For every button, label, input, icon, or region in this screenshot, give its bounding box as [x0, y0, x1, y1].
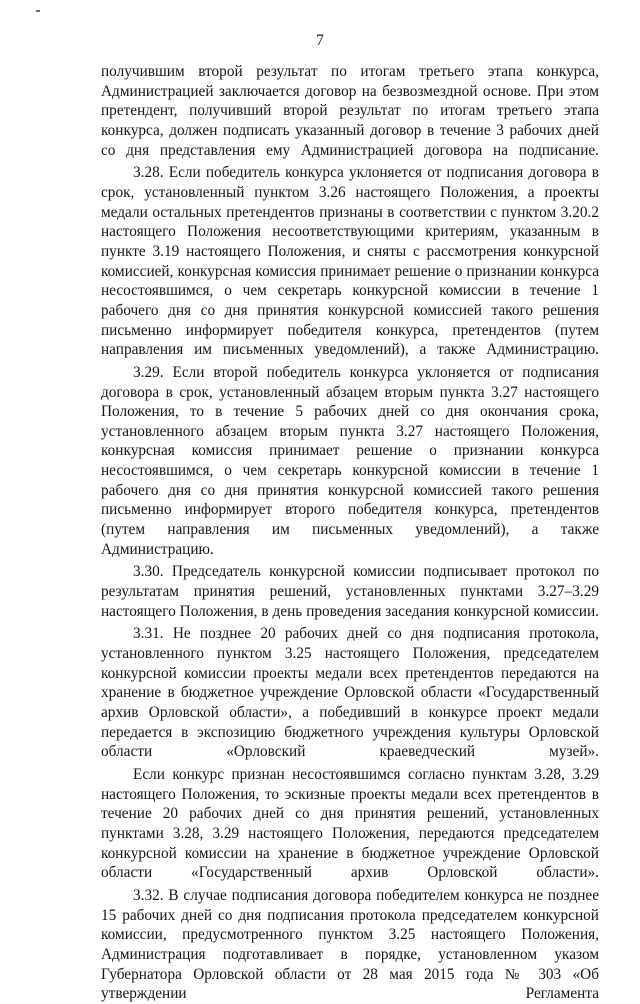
paragraph-3-29	[101, 363, 599, 560]
text-line: дня со дня принятия конкурсной комиссией такого решения письменно	[101, 481, 599, 519]
paragraph-continuation	[101, 62, 599, 160]
text-line: установленного пунктом 3.25 настоящего Положения, председателем	[101, 645, 599, 663]
text-line: 3.29. Если второй победитель конкурса уклоняется от подписания	[133, 363, 599, 381]
text-line: конкурса, должен подписать указанный договор в течение 3 рабочих дней	[101, 121, 599, 139]
text-line: договора в срок, установленный абзацем вторым пункта 3.27 настоящего	[101, 383, 599, 401]
text-line: несостоявшимся, о чем секретарь конкурсной комиссии в течение 1 рабочего	[101, 282, 599, 319]
text-line: медали остальных претендентов признаны в соответствии с пунктом 3.20.2	[101, 203, 599, 221]
text-line: передается в экспозицию бюджетного учреждения культуры Орловской	[101, 723, 599, 741]
text-line: дня со дня принятия конкурсной комиссией такого решения письменно	[101, 301, 599, 339]
text-line: конкурсной комиссии на хранение в бюджетное учреждение Орловской	[101, 844, 599, 862]
paragraph-3-31-continued	[101, 765, 599, 883]
paragraph-3-31	[101, 624, 599, 762]
text-line: в течение 20 рабочих дней со дня принятия решений, установленных	[101, 785, 599, 823]
text-line: информирует победителя конкурса, претендентов (путем направления	[101, 321, 599, 359]
paragraph-3-32	[101, 886, 599, 1004]
text-line: по результатам принятия решений, установленных пунктами 3.27–3.29	[101, 563, 600, 601]
page-number: 7	[316, 32, 324, 49]
text-line: на хранение в бюджетное учреждение Орловской области «Государственный	[101, 664, 600, 702]
text-line: конкурсная комиссия принимает решение о признании конкурса	[101, 442, 599, 460]
text-line: информирует второго победителя конкурса, претендентов (путем	[101, 501, 599, 539]
text-line: Положения, то в течение 5 рабочих дней со дня окончания срока,	[101, 403, 599, 421]
text-line: установленного абзацем вторым пункта 3.27 настоящего Положения,	[101, 422, 599, 440]
text-line: получившим второй результат по итогам третьего этапа конкурса,	[101, 63, 599, 80]
text-line: 15 рабочих дней со дня подписания протокола председателем конкурсной	[101, 906, 599, 924]
text-line: комиссией, конкурсная комиссия принимает решение о признании конкурса	[101, 262, 599, 280]
paragraph-3-30	[101, 562, 599, 621]
text-line: Орловской области от 28 мая 2015 года № 303 «Об утверждении Регламента	[101, 965, 600, 1003]
text-line: 3.31. Не позднее 20 рабочих дней со дня подписания протокола,	[133, 625, 599, 643]
text-line: конкурсной комиссии проекты медали всех претендентов передаются	[101, 664, 577, 682]
text-line: области «Орловский краеведческий музей».	[101, 743, 599, 761]
text-line: Администрация подготавливает в порядке, установленном указом Губернатора	[101, 945, 599, 983]
text-line: в срок, установленный пунктом 3.26 настоящего Положения, а проекты	[101, 164, 600, 201]
text-line: настоящего Положения, в день проведения заседания конкурсной комиссии.	[101, 602, 599, 620]
scan-mark	[36, 10, 40, 12]
text-line: им письменных уведомлений), а также Администрацию.	[194, 341, 599, 359]
text-line: пунктами 3.28, 3.29 настоящего Положения, передаются председателем	[101, 824, 599, 842]
text-line: претендент, получивший второй результат по итогам третьего этапа	[101, 102, 599, 120]
text-line: архив Орловской области», а победивший в конкурсе проект медали	[101, 704, 599, 721]
text-line: несостоявшимся, о чем секретарь конкурсной комиссии в течение 1 рабочего	[101, 462, 599, 499]
text-line: 3.30. Председатель конкурсной комиссии подписывает протокол	[133, 563, 575, 581]
text-line: 3.28. Если победитель конкурса уклоняется от подписания договора	[133, 164, 587, 182]
text-line: области «Государственный архив Орловской области».	[101, 864, 599, 882]
text-line: настоящего Положения несоответствующими критериям, указанным	[101, 223, 581, 241]
paragraph-3-28	[101, 163, 599, 360]
text-line: Администрацией заключается договор на безвозмездной основе. При этом	[101, 82, 599, 100]
text-line: настоящего Положения, то эскизные проекты медали всех претендентов	[101, 785, 587, 803]
text-line: 3.32. В случае подписания договора победителем конкурса не позднее	[133, 886, 599, 904]
text-line: комиссии, предусмотренного пунктом 3.25 настоящего Положения,	[101, 926, 599, 944]
text-line: со дня представления ему Администрацией договора на подписание.	[101, 141, 599, 159]
document-body	[101, 62, 599, 1004]
text-line: Если конкурс признан несостоявшимся согласно пунктам 3.28, 3.29	[133, 765, 599, 783]
text-line: в пункте 3.19 настоящего Положения, и сняты с рассмотрения конкурсной	[101, 223, 599, 260]
text-line: направления им письменных уведомлений), а также Администрацию.	[101, 521, 599, 558]
